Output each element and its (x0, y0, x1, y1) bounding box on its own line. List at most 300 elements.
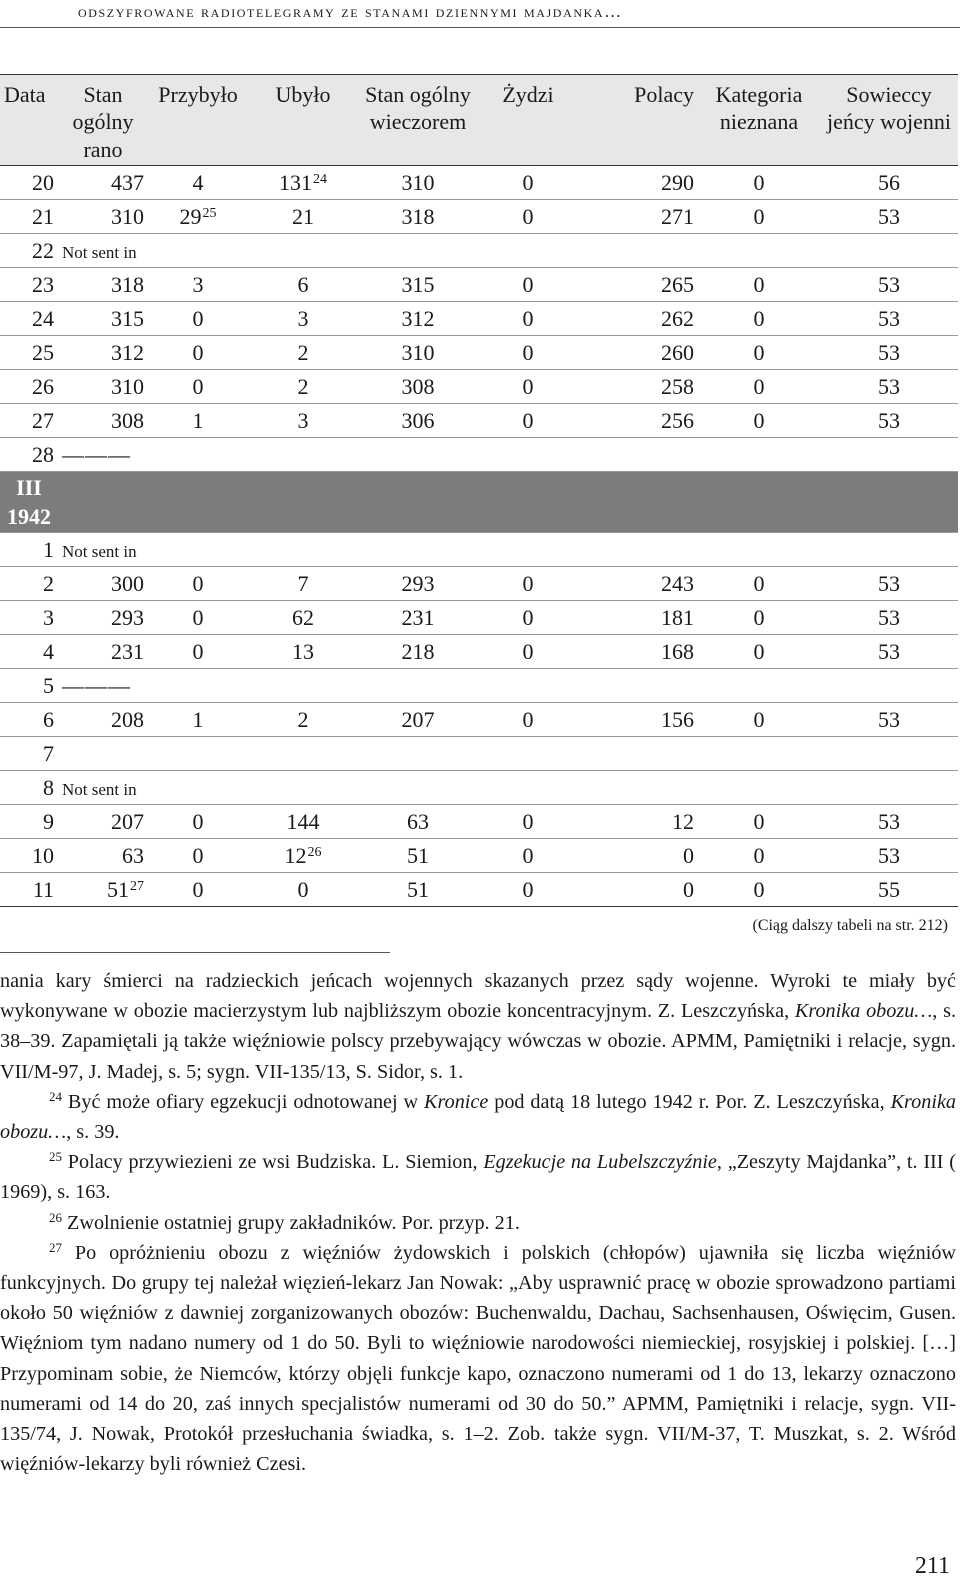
przybylo-value: 1 (192, 706, 204, 732)
footnote-26 (0, 1208, 956, 1238)
przybylo-value: 0 (192, 305, 204, 331)
polacy-value: 271 (661, 203, 694, 229)
footnote-text: pod datą 18 lutego 1942 r. Por. Z. Leszczyńska, (488, 1090, 891, 1113)
col-header-ubylo: Ubyło (248, 75, 358, 166)
cell-polacy (578, 872, 698, 906)
cell-sowieccy (820, 301, 958, 335)
przybylo-value: 0 (192, 604, 204, 630)
cell-date (0, 437, 58, 471)
cell-polacy (578, 804, 698, 838)
cell-ubylo (248, 267, 358, 301)
table-header-row (0, 75, 958, 166)
kategoria-value: 0 (753, 638, 765, 664)
zydzi-value: 0 (522, 876, 534, 902)
cell-kategoria (698, 335, 820, 369)
cell-date (0, 634, 58, 668)
cell-polacy (578, 838, 698, 872)
cell-stan-wieczor (358, 369, 478, 403)
date-value: 1 (43, 536, 54, 562)
cell-kategoria (698, 267, 820, 301)
cell-stan-rano (58, 199, 148, 233)
cell-stan-rano (58, 634, 148, 668)
cell-sowieccy (820, 165, 958, 199)
cell-date (0, 770, 58, 804)
footnote-ref[interactable]: 25 (202, 205, 217, 221)
table-row (0, 267, 958, 301)
cell-date (0, 199, 58, 233)
cell-sowieccy (820, 199, 958, 233)
cell-kategoria (698, 301, 820, 335)
cell-przybylo (148, 566, 248, 600)
sowieccy-value: 53 (878, 638, 900, 664)
cell-kategoria (698, 872, 820, 906)
kategoria-value: 0 (753, 808, 765, 834)
cell-polacy (578, 369, 698, 403)
cell-stan-rano (58, 267, 148, 301)
cell-przybylo (148, 804, 248, 838)
cell-ubylo (248, 634, 358, 668)
table-row (0, 736, 958, 770)
stan-wieczor-value: 315 (401, 271, 435, 297)
cell-zydzi (478, 702, 578, 736)
zydzi-value: 0 (522, 203, 534, 229)
polacy-value: 0 (683, 842, 694, 868)
cell-date (0, 804, 58, 838)
ubylo-value: 144 (286, 808, 320, 834)
sowieccy-value: 53 (878, 339, 900, 365)
cell-stan-wieczor (358, 267, 478, 301)
date-value: 2 (43, 570, 54, 596)
cell-zydzi (478, 804, 578, 838)
table-row (0, 702, 958, 736)
kategoria-value: 0 (753, 706, 765, 732)
dash-marker: ——— (62, 441, 131, 467)
ubylo-value: 3 (297, 305, 309, 331)
stan-rano-value: 310 (111, 373, 144, 399)
cell-stan-wieczor (358, 165, 478, 199)
cell-date (0, 600, 58, 634)
ubylo-value: 13 (292, 638, 314, 664)
stan-wieczor-value: 306 (401, 407, 435, 433)
table-row (0, 804, 958, 838)
cell-polacy (578, 199, 698, 233)
stan-wieczor-value: 312 (401, 305, 435, 331)
table-row (0, 838, 958, 872)
stan-rano-value: 310 (111, 203, 144, 229)
date-value: 8 (43, 774, 54, 800)
cell-date (0, 872, 58, 906)
cell-polacy (578, 566, 698, 600)
zydzi-value: 0 (522, 570, 534, 596)
cell-stan-rano (58, 600, 148, 634)
cell-date (0, 403, 58, 437)
cell-ubylo (248, 403, 358, 437)
footnote-24 (0, 1087, 956, 1147)
cell-stan-rano (58, 165, 148, 199)
zydzi-value: 0 (522, 169, 534, 195)
cell-date (0, 267, 58, 301)
stan-wieczor-value: 51 (407, 842, 429, 868)
ubylo-value: 3 (297, 407, 309, 433)
sowieccy-value: 53 (878, 271, 900, 297)
stan-rano-value: 208 (111, 706, 144, 732)
col-header-zydzi: Żydzi (478, 75, 578, 166)
polacy-value: 265 (661, 271, 694, 297)
cell-sowieccy (820, 600, 958, 634)
stan-wieczor-value: 231 (401, 604, 435, 630)
sowieccy-value: 53 (878, 808, 900, 834)
footnote-text: Polacy przywiezieni ze wsi Budziska. L. Siemion, (62, 1151, 484, 1174)
cell-polacy (578, 335, 698, 369)
cell-stan-rano (58, 335, 148, 369)
table-row (0, 199, 958, 233)
footnote-text: , s. 39. (66, 1121, 120, 1144)
przybylo-value: 29 (179, 203, 202, 229)
continued-note: (Ciąg dalszy tabeli na str. 212) (752, 917, 948, 934)
month-roman: III (16, 474, 42, 500)
table-row (0, 532, 958, 566)
col-header-kategoria: Kategoria nieznana (698, 75, 820, 166)
table-row (0, 634, 958, 668)
ubylo-value: 12 (284, 842, 307, 868)
stan-rano-value: 231 (111, 638, 144, 664)
cell-ubylo (248, 369, 358, 403)
cell-sowieccy (820, 403, 958, 437)
stan-wieczor-value: 308 (401, 373, 435, 399)
cell-sowieccy (820, 838, 958, 872)
cell-zydzi (478, 267, 578, 301)
date-value: 20 (32, 169, 54, 195)
zydzi-value: 0 (522, 305, 534, 331)
polacy-value: 290 (661, 169, 694, 195)
footnotes (0, 966, 956, 1479)
footnote-ref[interactable]: 27 (130, 878, 144, 894)
kategoria-value: 0 (753, 876, 765, 902)
cell-stan-wieczor (358, 838, 478, 872)
footnote-text: Zwolnienie ostatniej grupy zakładników. Por. przyp. 21. (62, 1211, 520, 1234)
stan-rano-value: 308 (111, 407, 144, 433)
table-row (0, 165, 958, 199)
cell-date (0, 233, 58, 267)
ubylo-value: 62 (292, 604, 314, 630)
zydzi-value: 0 (522, 373, 534, 399)
date-value: 6 (43, 706, 54, 732)
cell-stan-wieczor (358, 301, 478, 335)
table-row (0, 600, 958, 634)
przybylo-value: 4 (192, 169, 204, 195)
polacy-value: 12 (672, 808, 694, 834)
date-value: 22 (32, 237, 54, 263)
cell-przybylo (148, 369, 248, 403)
cell-ubylo (248, 199, 358, 233)
cell-polacy (578, 600, 698, 634)
date-value: 26 (32, 373, 54, 399)
cell-kategoria (698, 804, 820, 838)
przybylo-value: 0 (192, 808, 204, 834)
table-body (0, 165, 958, 906)
citation-title: Kronice (424, 1090, 489, 1113)
col-header-stan-rano: Stan ogólny rano (58, 75, 148, 166)
ubylo-value: 131 (279, 169, 312, 195)
prisoner-count-table (0, 74, 958, 907)
cell-stan-wieczor (358, 566, 478, 600)
kategoria-value: 0 (753, 570, 765, 596)
cell-sowieccy (820, 566, 958, 600)
citation-title: Egzekucje na Lubelszczyźnie (483, 1151, 717, 1174)
cell-kategoria (698, 600, 820, 634)
polacy-value: 156 (661, 706, 694, 732)
ubylo-value: 6 (297, 271, 309, 297)
cell-sowieccy (820, 335, 958, 369)
table-row (0, 770, 958, 804)
table-row (0, 668, 958, 702)
cell-przybylo (148, 634, 248, 668)
cell-stan-wieczor (358, 403, 478, 437)
polacy-value: 260 (661, 339, 694, 365)
cell-polacy (578, 267, 698, 301)
col-header-stan-wieczor: Stan ogólny wieczorem (358, 75, 478, 166)
polacy-value: 262 (661, 305, 694, 331)
zydzi-value: 0 (522, 271, 534, 297)
date-value: 7 (43, 740, 54, 766)
ubylo-value: 7 (297, 570, 309, 596)
cell-przybylo (148, 872, 248, 906)
cell-ubylo (248, 804, 358, 838)
cell-date (0, 369, 58, 403)
cell-zydzi (478, 566, 578, 600)
sowieccy-value: 53 (878, 842, 900, 868)
stan-rano-value: 437 (111, 169, 144, 195)
date-value: 24 (32, 305, 54, 331)
cell-date (0, 566, 58, 600)
kategoria-value: 0 (753, 339, 765, 365)
cell-sowieccy (820, 804, 958, 838)
cell-stan-rano (58, 566, 148, 600)
table-row (0, 369, 958, 403)
sowieccy-value: 53 (878, 706, 900, 732)
cell-ubylo (248, 838, 358, 872)
cell-kategoria (698, 165, 820, 199)
przybylo-value: 3 (192, 271, 204, 297)
date-value: 9 (43, 808, 54, 834)
date-value: 5 (43, 672, 54, 698)
cell-kategoria (698, 634, 820, 668)
date-value: 11 (32, 876, 54, 902)
kategoria-value: 0 (753, 373, 765, 399)
cell-stan-rano (58, 301, 148, 335)
kategoria-value: 0 (753, 842, 765, 868)
footnote-text: , „Zeszyty Majdanka”, t. III ( 1969), s. 163. (0, 1151, 957, 1204)
cell-zydzi (478, 199, 578, 233)
cell-ubylo (248, 600, 358, 634)
cell-przybylo (148, 403, 248, 437)
footnote-27 (0, 1238, 956, 1480)
cell-zydzi (478, 335, 578, 369)
cell-polacy (578, 165, 698, 199)
cell-kategoria (698, 702, 820, 736)
cell-sowieccy (820, 267, 958, 301)
footnote-number: 26 (49, 1209, 62, 1225)
cell-sowieccy (820, 634, 958, 668)
footnote-continuation (0, 966, 956, 1087)
table-row (0, 872, 958, 906)
cell-date (0, 301, 58, 335)
stan-rano-value: 315 (111, 305, 144, 331)
footnote-rule (0, 952, 390, 953)
cell-stan-wieczor (358, 335, 478, 369)
polacy-value: 168 (661, 638, 694, 664)
cell-polacy (578, 634, 698, 668)
date-value: 4 (43, 638, 54, 664)
cell-date (0, 335, 58, 369)
date-value: 25 (32, 339, 54, 365)
not-sent-note: Not sent in (62, 779, 137, 799)
stan-rano-value: 293 (111, 604, 144, 630)
cell-kategoria (698, 566, 820, 600)
footnote-text: Po opróżnieniu obozu z więźniów żydowskich i polskich (chłopów) ujawniła się liczba więźniów funkcyjnych. Do grupy tej należał więzień-lekarz Jan Nowak: „Aby usprawnić pracę w obozie sprowadzono partiami około 50 więźniów z dawniej zorganizowanych obozów: Buchenwaldu, Dachau, Sachsenhausen, Oświęcim, Gusen. Więźniom tym nadano numery od 1 do 50. Byli to więźniowie narodowości niemieckiej, rosyjskiej i polskiej. […] Przypominam sobie, że Niemców, którzy objęli funkcje kapo, oznaczono numerami od 1 do 13, lekarzy oznaczono numerami od 14 do 20, zaś innych specjalistów numerami od 30 do 50.” APMM, Pamiętniki i relacje, sygn. VII-135/74, J. Nowak, Protokół przesłuchania świadka, s. 1–2. Zob. także sygn. VII/M-37, T. Muszkat, s. 2. Wśród więźniów-lekarzy byli również Czesi. (0, 1241, 956, 1476)
przybylo-value: 1 (192, 407, 204, 433)
sowieccy-value: 56 (878, 169, 900, 195)
citation-title: Kronika obozu… (0, 1090, 956, 1144)
footnote-text: Być może ofiary egzekucji odnotowanej w (62, 1090, 425, 1113)
stan-wieczor-value: 218 (401, 638, 435, 664)
sowieccy-value: 53 (878, 203, 900, 229)
cell-stan-wieczor (358, 702, 478, 736)
col-header-sowieccy: Sowieccy jeńcy wojenni (820, 75, 958, 166)
footnote-25 (0, 1147, 956, 1207)
footnote-number: 24 (49, 1088, 62, 1104)
cell-przybylo (148, 335, 248, 369)
cell-stan-wieczor (358, 804, 478, 838)
cell-kategoria (698, 369, 820, 403)
cell-kategoria (698, 838, 820, 872)
sowieccy-value: 53 (878, 373, 900, 399)
cell-sowieccy (820, 369, 958, 403)
polacy-value: 256 (661, 407, 694, 433)
polacy-value: 243 (661, 570, 694, 596)
stan-wieczor-value: 318 (401, 203, 435, 229)
stan-rano-value: 318 (111, 271, 144, 297)
cell-ubylo (248, 872, 358, 906)
month-separator-cell (0, 471, 958, 532)
footnote-text: nania kary śmierci na radzieckich jeńcach wojennych skazanych przez sądy wojenne. Wyroki te miały być wykonywane w obozie macierzystym lub najbliższym obozie koncentracyjnym. Z. Leszczyńska, (0, 970, 956, 1023)
cell-stan-rano (58, 702, 148, 736)
cell-date (0, 838, 58, 872)
zydzi-value: 0 (522, 638, 534, 664)
cell-kategoria (698, 403, 820, 437)
cell-date (0, 165, 58, 199)
cell-stan-wieczor (358, 600, 478, 634)
cell-przybylo (148, 267, 248, 301)
table-row (0, 335, 958, 369)
cell-ubylo (248, 335, 358, 369)
kategoria-value: 0 (753, 604, 765, 630)
footnote-ref[interactable]: 26 (307, 844, 322, 860)
date-value: 10 (32, 842, 54, 868)
table-row (0, 566, 958, 600)
cell-ubylo (248, 165, 358, 199)
cell-date (0, 668, 58, 702)
zydzi-value: 0 (522, 407, 534, 433)
sowieccy-value: 53 (878, 407, 900, 433)
zydzi-value: 0 (522, 339, 534, 365)
przybylo-value: 0 (192, 339, 204, 365)
zydzi-value: 0 (522, 604, 534, 630)
month-label (0, 473, 58, 531)
kategoria-value: 0 (753, 169, 765, 195)
zydzi-value: 0 (522, 706, 534, 732)
not-sent-note: Not sent in (62, 242, 137, 262)
cell-zydzi (478, 872, 578, 906)
cell-polacy (578, 702, 698, 736)
cell-date (0, 532, 58, 566)
header-rule (0, 27, 960, 28)
cell-stan-rano (58, 838, 148, 872)
cell-stan-rano (58, 804, 148, 838)
sowieccy-value: 53 (878, 604, 900, 630)
przybylo-value: 0 (192, 876, 204, 902)
running-header: odszyfrowane radiotelegramy ze stanami dziennymi majdanka… (78, 2, 623, 21)
date-value: 23 (32, 271, 54, 297)
cell-przybylo (148, 838, 248, 872)
col-header-przybylo: Przybyło (148, 75, 248, 166)
cell-stan-rano (58, 403, 148, 437)
zydzi-value: 0 (522, 842, 534, 868)
cell-polacy (578, 403, 698, 437)
sowieccy-value: 53 (878, 570, 900, 596)
cell-ubylo (248, 702, 358, 736)
przybylo-value: 0 (192, 842, 204, 868)
cell-date (0, 736, 58, 770)
ubylo-value: 21 (292, 203, 314, 229)
polacy-value: 181 (661, 604, 694, 630)
footnote-number: 27 (49, 1239, 62, 1255)
footnote-ref[interactable]: 24 (313, 171, 327, 187)
cell-stan-rano (58, 872, 148, 906)
page-number: 211 (914, 1553, 950, 1579)
zydzi-value: 0 (522, 808, 534, 834)
cell-kategoria (698, 199, 820, 233)
cell-zydzi (478, 369, 578, 403)
cell-ubylo (248, 301, 358, 335)
cell-note (58, 233, 958, 267)
cell-sowieccy (820, 702, 958, 736)
stan-rano-value: 63 (122, 842, 144, 868)
not-sent-note: Not sent in (62, 541, 137, 561)
cell-stan-rano (58, 369, 148, 403)
date-value: 21 (32, 203, 54, 229)
cell-empty (58, 437, 958, 471)
polacy-value: 0 (683, 876, 694, 902)
month-separator-row (0, 471, 958, 532)
stan-wieczor-value: 293 (401, 570, 435, 596)
cell-przybylo (148, 702, 248, 736)
przybylo-value: 0 (192, 373, 204, 399)
cell-przybylo (148, 600, 248, 634)
cell-zydzi (478, 165, 578, 199)
cell-stan-wieczor (358, 872, 478, 906)
cell-przybylo (148, 165, 248, 199)
date-value: 3 (43, 604, 54, 630)
przybylo-value: 0 (192, 638, 204, 664)
stan-rano-value: 300 (111, 570, 144, 596)
ubylo-value: 2 (297, 373, 309, 399)
ubylo-value: 0 (297, 876, 309, 902)
kategoria-value: 0 (753, 305, 765, 331)
cell-note (58, 770, 958, 804)
kategoria-value: 0 (753, 203, 765, 229)
cell-sowieccy (820, 872, 958, 906)
